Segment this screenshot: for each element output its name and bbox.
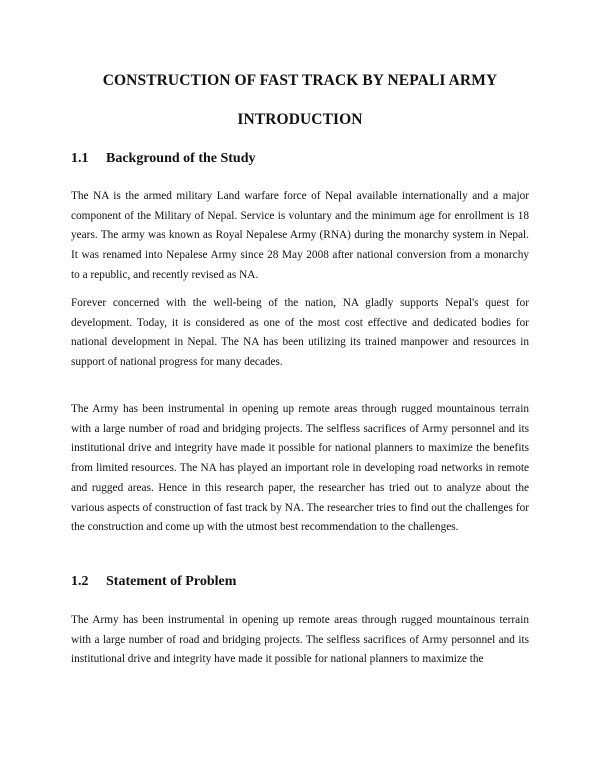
paragraph: Forever concerned with the well-being of the nation, NA gladly supports Nepal's quest for development. Today, it is considered as one of the most cost effective and dedicated bodies for national development in Nepal. The NA has been utilizing its trained manpower and resources in support of national progress for many decades. bbox=[71, 297, 529, 369]
paragraph: The NA is the armed military Land warfare force of Nepal available internationally and a major component of the Military of Nepal. Service is voluntary and the minimum age for enrollment is 18 years. The army was known as Royal Nepalese Army (RNA) during the monarchy system in Nepal. It was renamed into Nepalese Army since 28 May 2008 after national conversion from a monarchy to a republic, and recently revised as NA. bbox=[71, 190, 529, 281]
paragraph: The Army has been instrumental in opening up remote areas through rugged mountainous terrain with a large number of road and bridging projects. The selfless sacrifices of Army personnel and its institutional drive and integrity have made it possible for national planners to maximize the bbox=[71, 614, 529, 666]
document-subtitle: INTRODUCTION bbox=[237, 111, 363, 128]
document-title: CONSTRUCTION OF FAST TRACK BY NEPALI ARMY bbox=[102, 72, 498, 89]
paragraph: The Army has been instrumental in opening up remote areas through rugged mountainous terrain with a large number of road and bridging projects. The selfless sacrifices of Army personnel and its institutional drive and integrity have made it possible for national planners to maximize the benefits from limited resources. The NA has played an important role in developing road networks in remote and rugged areas. Hence in this research paper, the researcher has tried out to analyze about the various aspects of construction of fast track by NA. The researcher tries to find out the challenges for the construction and come up with the utmost best recommendation to the challenges. bbox=[71, 403, 529, 534]
section-title: Statement of Problem bbox=[106, 574, 237, 589]
section-heading-problem bbox=[71, 574, 236, 590]
section-number: 1.2 bbox=[71, 574, 89, 589]
section-title: Background of the Study bbox=[106, 151, 256, 166]
section-heading-background bbox=[71, 151, 256, 167]
section-number: 1.1 bbox=[71, 151, 89, 166]
